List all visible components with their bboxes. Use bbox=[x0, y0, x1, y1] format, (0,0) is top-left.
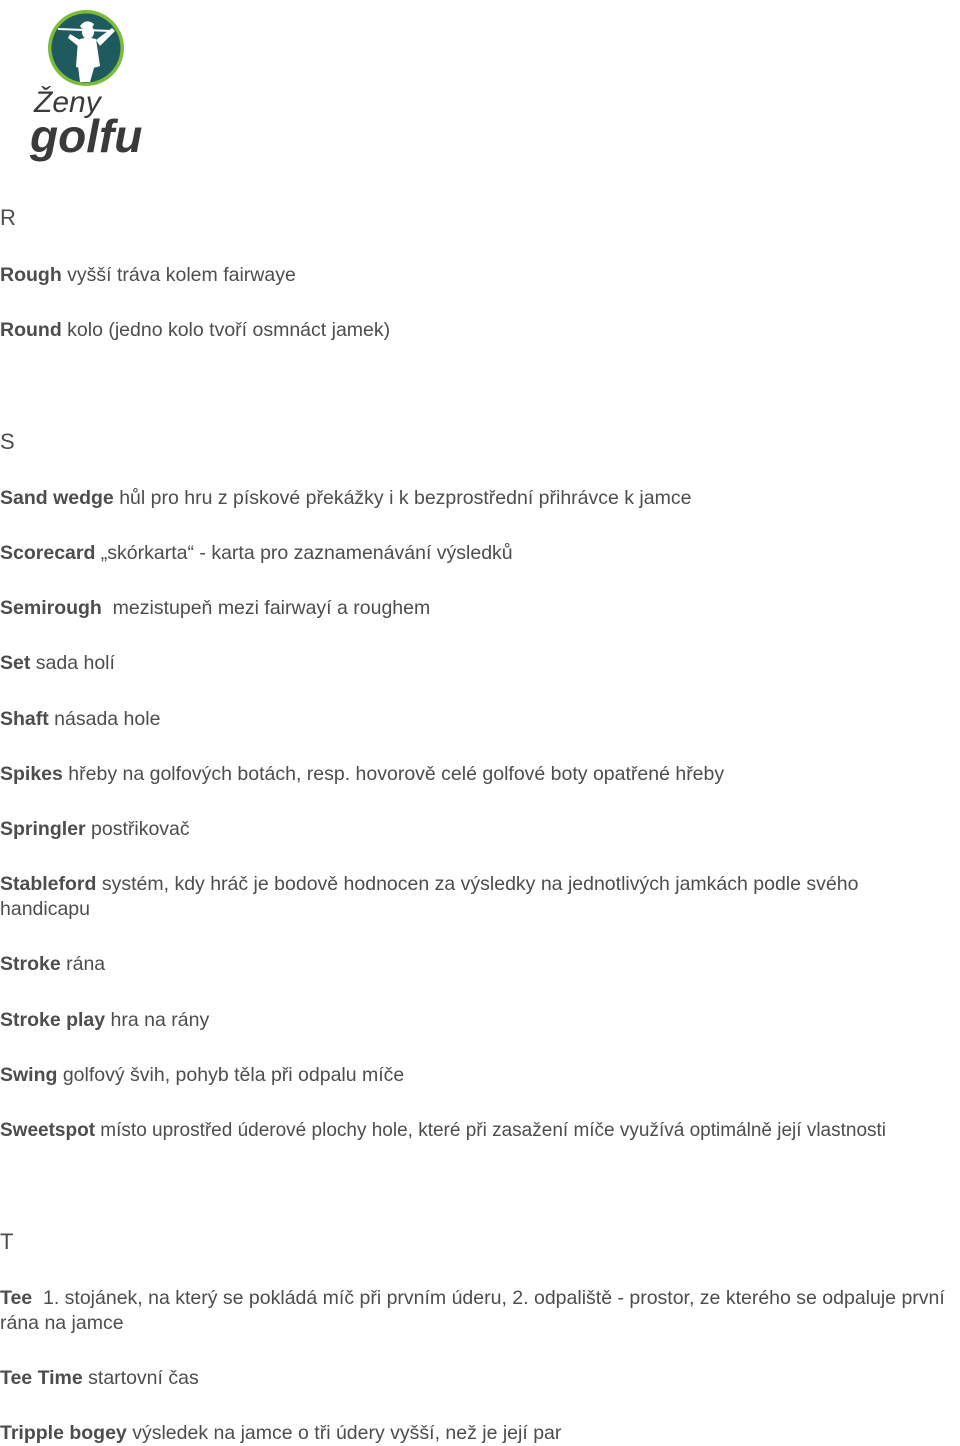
glossary-definition: vyšší tráva kolem fairwaye bbox=[61, 264, 296, 286]
glossary-definition: kolo (jedno kolo tvoří osmnáct jamek) bbox=[61, 319, 391, 341]
glossary-definition: mezistupeň mezi fairwayí a roughem bbox=[101, 597, 431, 619]
glossary-term: Scorecard bbox=[0, 542, 96, 564]
glossary-term: Spikes bbox=[0, 763, 63, 785]
glossary-term: Set bbox=[0, 652, 31, 674]
glossary-entry-set bbox=[0, 651, 960, 676]
glossary-entry-sand-wedge bbox=[0, 486, 960, 511]
glossary-entry-tee bbox=[0, 1286, 950, 1336]
glossary-term: Stroke play bbox=[0, 1009, 106, 1031]
glossary-definition: postřikovač bbox=[85, 818, 190, 840]
glossary-entry-sweetspot bbox=[0, 1118, 960, 1143]
glossary-entry-stroke-play bbox=[0, 1008, 960, 1033]
logo-word-zeny: Ženy bbox=[34, 86, 101, 119]
glossary-term: Stroke bbox=[0, 953, 61, 975]
glossary-term: Semirough bbox=[0, 597, 102, 619]
glossary-term: Stableford bbox=[0, 873, 97, 895]
glossary-term: Sand wedge bbox=[0, 487, 114, 509]
glossary-entry-stroke bbox=[0, 952, 960, 977]
glossary-term: Sweetspot bbox=[0, 1120, 96, 1141]
glossary-term: Swing bbox=[0, 1064, 58, 1086]
glossary-term: Tee Time bbox=[0, 1367, 83, 1389]
glossary-term: Tripple bogey bbox=[0, 1422, 127, 1444]
glossary-definition: 1. stojánek, na který se pokládá míč při prvním úderu, 2. odpaliště - prostor, ze kterého se odpaluje první rána na jamce bbox=[0, 1287, 951, 1334]
glossary-entry-round bbox=[0, 318, 960, 343]
glossary-entry-springler bbox=[0, 817, 960, 842]
glossary-definition: startovní čas bbox=[82, 1367, 199, 1389]
glossary-entry-tripple-bogey bbox=[0, 1421, 960, 1446]
golfer-logo-icon bbox=[28, 6, 158, 166]
glossary-definition: systém, kdy hráč je bodově hodnocen za výsledky na jednotlivých jamkách podle svého handicapu bbox=[0, 873, 859, 920]
glossary-term: Tee bbox=[0, 1287, 33, 1309]
glossary-definition: golfový švih, pohyb těla při odpalu míče bbox=[57, 1064, 405, 1086]
glossary-entry-swing bbox=[0, 1063, 960, 1088]
glossary-entry-spikes bbox=[0, 762, 960, 787]
glossary-term: Springler bbox=[0, 818, 86, 840]
logo-word-golfu: golfu bbox=[30, 110, 143, 162]
glossary-definition: násada hole bbox=[48, 708, 161, 730]
section-heading-t: T bbox=[0, 1229, 14, 1254]
glossary-entry-stableford bbox=[0, 872, 920, 922]
glossary-definition: sada holí bbox=[30, 652, 115, 674]
glossary-definition: hra na rány bbox=[105, 1009, 210, 1031]
zeny-golfu-logo bbox=[28, 6, 158, 166]
glossary-term: Round bbox=[0, 319, 62, 341]
glossary-definition: „skórkarta“ - karta pro zaznamenávání výsledků bbox=[95, 542, 513, 564]
glossary-definition: hřeby na golfových botách, resp. hovorově celé golfové boty opatřené hřeby bbox=[62, 763, 725, 785]
section-heading-s: S bbox=[0, 429, 15, 454]
glossary-definition: výsledek na jamce o tři údery vyšší, než je její par bbox=[126, 1422, 562, 1444]
glossary-entry-rough bbox=[0, 263, 960, 288]
glossary-entry-semirough bbox=[0, 596, 960, 621]
glossary-term: Shaft bbox=[0, 708, 49, 730]
glossary-definition: místo uprostřed úderové plochy hole, které při zasažení míče využívá optimálně její vlastnosti bbox=[95, 1120, 887, 1141]
glossary-term: Rough bbox=[0, 264, 62, 286]
glossary-entry-scorecard bbox=[0, 541, 960, 566]
glossary-entry-shaft bbox=[0, 707, 960, 732]
glossary-definition: hůl pro hru z pískové překážky i k bezprostřední přihrávce k jamce bbox=[113, 487, 692, 509]
section-heading-r: R bbox=[0, 205, 16, 230]
glossary-entry-tee-time bbox=[0, 1366, 960, 1391]
glossary-definition: rána bbox=[60, 953, 106, 975]
